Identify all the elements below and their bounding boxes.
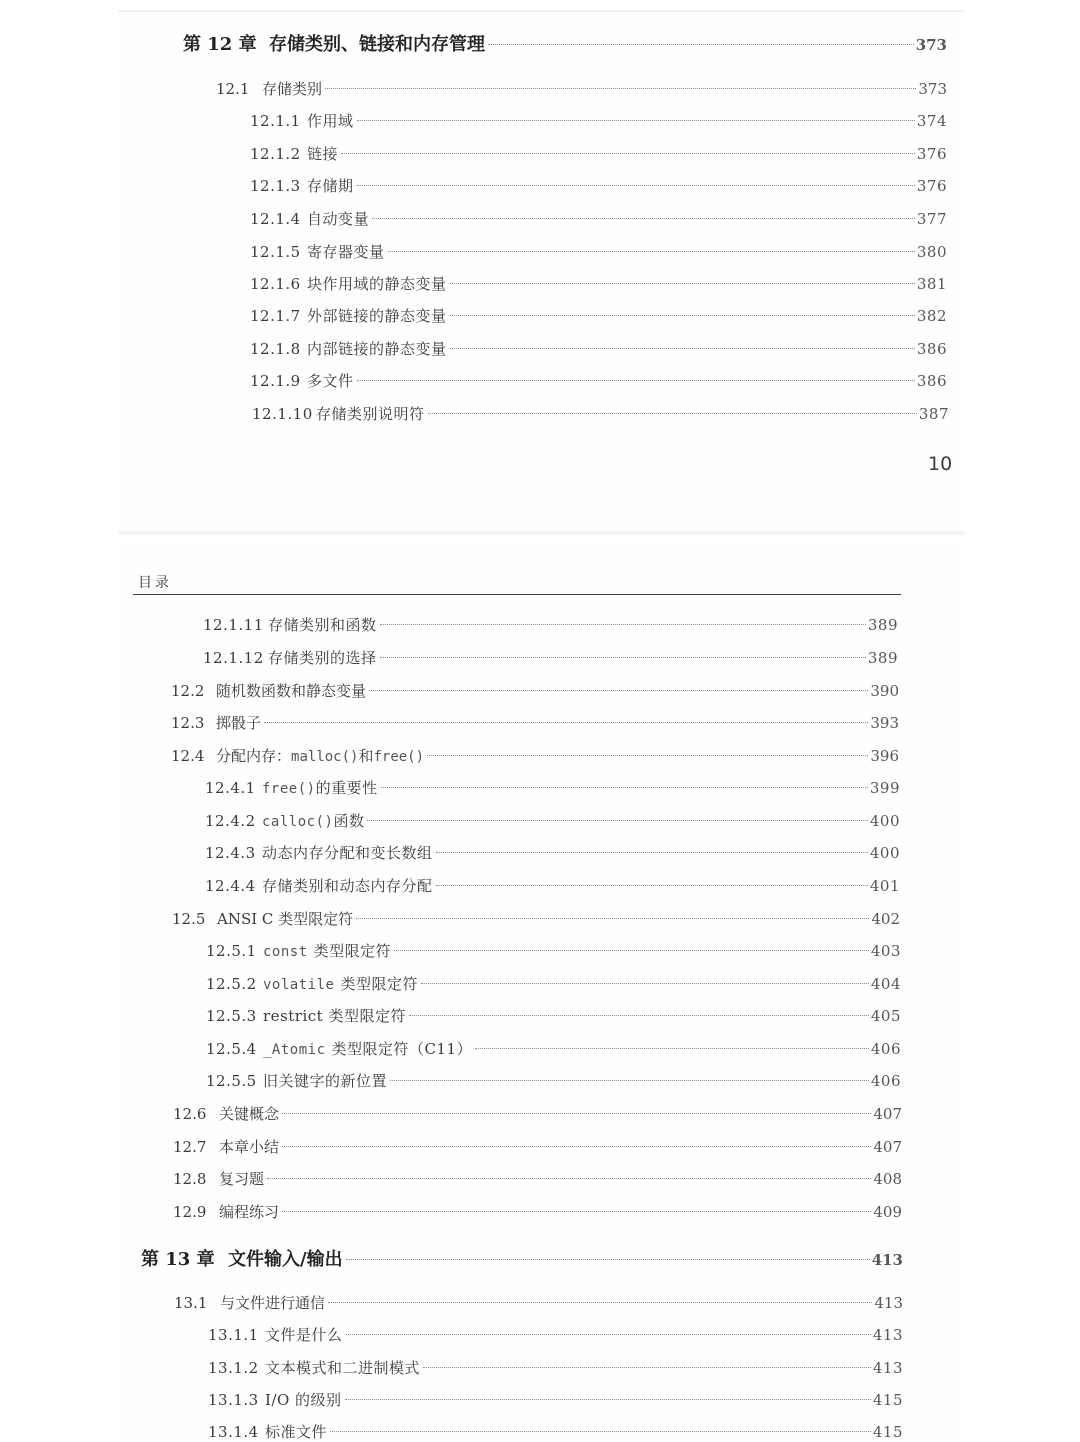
dot-leader [428,413,917,414]
toc-number: 12.4.3 [205,844,256,862]
toc-title: 旧关键字的新位置 [263,1072,388,1090]
dot-leader [475,1048,869,1049]
toc-page: 401 [869,877,900,895]
code-text: free() [262,781,316,797]
toc-number: 12.1.11 [203,616,264,634]
toc-entry-chapter-13[interactable] [141,1245,903,1271]
toc-number: 12.5.3 [206,1007,257,1025]
toc-entry[interactable] [205,810,900,831]
toc-entry[interactable] [250,241,947,262]
dot-leader [328,1302,872,1303]
toc-number: 12.1.3 [250,177,301,195]
toc-title: 内部链接的静态变量 [307,340,447,358]
toc-entry[interactable] [250,110,947,131]
toc-entry[interactable] [206,973,901,994]
toc-title: 存储期 [307,177,354,195]
dot-leader [380,657,866,658]
toc-page: 413 [871,1251,903,1269]
dot-leader [381,787,868,788]
toc-page: 408 [873,1170,902,1188]
toc-page: 413 [874,1294,903,1312]
toc-number: 12.4.1 [205,779,256,797]
toc-number: 12.8 [173,1170,207,1188]
dot-leader [356,918,869,919]
toc-number: 13.1.1 [208,1326,259,1344]
toc-page: 402 [871,910,900,928]
toc-number: 12.1.8 [250,340,301,358]
toc-entry[interactable] [250,338,947,359]
toc-title: 随机数函数和静态变量 [216,682,367,700]
toc-title: 函数 [333,812,365,830]
toc-number: 12.1.12 [203,649,264,667]
dot-leader [369,690,868,691]
toc-title: 块作用域的静态变量 [307,275,447,293]
toc-title: 分配内存： [216,747,292,765]
toc-title: 与文件进行通信 [220,1294,326,1312]
page-number: 10 [928,453,953,475]
toc-title: 类型限定符 [313,942,392,960]
toc-page: 406 [870,1040,901,1058]
toc-entry[interactable] [250,143,947,164]
toc-entry[interactable] [203,614,898,635]
toc-title: 标准文件 [265,1423,328,1441]
toc-title: 存储类别的选择 [268,649,377,667]
toc-entry[interactable] [206,1070,901,1091]
toc-page: 413 [872,1326,903,1344]
toc-page: 400 [869,812,900,830]
toc-number: 12.9 [173,1203,207,1221]
toc-entry[interactable] [250,175,947,196]
toc-number: 第 12 章 [183,34,257,55]
toc-number: 12.1.1 [250,112,301,130]
toc-title: 文件是什么 [265,1326,343,1344]
toc-entry[interactable] [173,1201,902,1222]
toc-title: 动态内存分配和变长数组 [262,844,433,862]
toc-title: restrict 类型限定符 [263,1007,406,1025]
toc-title: 类型限定符 [340,975,418,993]
toc-entry-chapter-12[interactable] [183,30,947,56]
dot-leader [367,820,867,821]
dot-leader [390,1080,869,1081]
toc-page: 400 [869,844,900,862]
dot-leader [436,852,868,853]
dot-leader [325,88,916,89]
toc-title-mid: 和 [358,747,374,765]
dot-leader [372,218,915,219]
toc-title: I/O 的级别 [265,1391,342,1409]
toc-page: 399 [869,779,900,797]
toc-page: 404 [870,975,901,993]
toc-title: 的重要性 [315,779,378,797]
toc-entry[interactable] [171,712,899,733]
toc-page: 407 [873,1138,902,1156]
toc-title: 寄存器变量 [307,243,385,261]
dot-leader [357,185,915,186]
toc-page: 393 [870,714,899,732]
toc-title: ANSI C 类型限定符 [217,910,354,928]
toc-page: 386 [916,340,947,358]
toc-page: 406 [870,1072,901,1090]
dot-leader [282,1113,871,1114]
dot-leader [282,1146,871,1147]
dot-leader [264,722,868,723]
toc-title: 存储类别、链接和内存管理 [269,34,485,55]
toc-number: 13.1.2 [208,1359,259,1377]
toc-page: 386 [916,372,947,390]
toc-number: 13.1.3 [208,1391,259,1409]
toc-title: 存储类别 [262,80,323,98]
toc-number: 12.6 [173,1105,207,1123]
dot-leader [488,44,914,45]
toc-title: 存储类别和函数 [268,616,377,634]
toc-title: 作用域 [307,112,354,130]
toc-number: 12.5.4 [206,1040,257,1058]
toc-entry[interactable] [252,403,949,424]
toc-entry[interactable] [250,208,947,229]
dot-leader [450,315,915,316]
toc-entry[interactable] [206,1005,901,1026]
toc-entry[interactable] [203,647,898,668]
code-text: malloc() [291,749,359,765]
dot-leader [357,380,915,381]
toc-page: 413 [872,1359,903,1377]
toc-page: 403 [870,942,901,960]
toc-entry[interactable] [171,745,899,766]
toc-title: 自动变量 [307,210,370,228]
toc-entry[interactable] [250,370,947,391]
dot-leader [450,283,915,284]
toc-page: 376 [916,177,947,195]
toc-title: 掷骰子 [216,714,262,732]
toc-number: 12.5.1 [206,942,257,960]
toc-entry[interactable] [205,842,900,863]
toc-entry[interactable] [171,680,899,701]
code-text: _Atomic [263,1042,326,1058]
toc-title: 关键概念 [219,1105,280,1123]
toc-number: 12.4 [171,747,205,765]
toc-number: 12.1.5 [250,243,301,261]
toc-entry[interactable] [250,305,947,326]
toc-page: 381 [916,275,947,293]
toc-title: 多文件 [307,372,354,390]
dot-leader [346,1259,870,1260]
toc-page: 373 [918,80,947,98]
dot-leader [421,983,869,984]
toc-title: 复习题 [219,1170,265,1188]
toc-number: 13.1.4 [208,1423,259,1441]
toc-page: 415 [872,1391,903,1409]
toc-page: 390 [870,682,899,700]
toc-number: 12.7 [173,1138,207,1156]
toc-title: 文件输入/输出 [228,1249,343,1270]
code-text: const [263,944,308,960]
dot-leader [345,1399,871,1400]
toc-title: 文本模式和二进制模式 [265,1359,421,1377]
dot-leader [423,1367,871,1368]
toc-page: 396 [870,747,899,765]
toc-entry[interactable] [173,1103,902,1124]
toc-entry[interactable] [206,1038,901,1059]
toc-entry[interactable] [208,1324,903,1345]
toc-page: 405 [870,1007,901,1025]
toc-page: 373 [915,36,947,54]
toc-title: 外部链接的静态变量 [307,307,447,325]
toc-entry[interactable] [173,1136,902,1157]
dot-leader [282,1211,871,1212]
toc-entry[interactable] [206,940,901,961]
toc-entry[interactable] [208,1389,903,1410]
dot-leader [394,950,869,951]
toc-number: 12.5 [172,910,206,928]
toc-page: 407 [873,1105,902,1123]
toc-title: 存储类别和动态内存分配 [262,877,433,895]
header-rule [133,594,901,595]
dot-leader [436,885,868,886]
dot-leader [450,348,915,349]
dot-leader [341,153,915,154]
toc-page: 374 [916,112,947,130]
toc-page: 387 [918,405,949,423]
running-header: 目录 [138,575,172,591]
toc-entry[interactable] [216,78,947,99]
toc-entry[interactable] [172,908,900,929]
code-text: volatile [263,977,335,993]
toc-page: 377 [916,210,947,228]
toc-number: 12.1 [216,80,250,98]
toc-number: 12.4.2 [205,812,256,830]
code-text: calloc() [262,814,334,830]
toc-entry[interactable] [205,875,900,896]
toc-page: 389 [867,649,898,667]
dot-leader [388,251,915,252]
toc-number: 12.5.2 [206,975,257,993]
toc-title: 本章小结 [219,1138,280,1156]
toc-number: 12.1.9 [250,372,301,390]
dot-leader [267,1178,871,1179]
toc-number: 12.5.5 [206,1072,257,1090]
dot-leader [346,1334,871,1335]
toc-entry[interactable] [208,1357,903,1378]
code-text: free() [373,749,425,765]
dot-leader [357,120,915,121]
toc-page: 415 [872,1423,903,1441]
dot-leader [409,1015,869,1016]
toc-number: 12.3 [171,714,205,732]
toc-page: 382 [916,307,947,325]
toc-page: 389 [867,616,898,634]
toc-title: 存储类别说明符 [316,405,425,423]
toc-page: 380 [916,243,947,261]
toc-number: 12.4.4 [205,877,256,895]
toc-number: 12.1.4 [250,210,301,228]
toc-entry[interactable] [174,1292,903,1313]
dot-leader [427,755,868,756]
toc-page: 376 [916,145,947,163]
toc-number: 12.1.7 [250,307,301,325]
toc-title: 类型限定符（C11） [331,1040,473,1058]
toc-number: 12.1.10 [252,405,313,423]
toc-number: 第 13 章 [141,1249,215,1270]
dot-leader [330,1431,871,1432]
toc-entry[interactable] [250,273,947,294]
toc-title: 编程练习 [219,1203,280,1221]
toc-number: 12.1.6 [250,275,301,293]
toc-entry[interactable] [205,777,900,798]
toc-number: 12.2 [171,682,205,700]
toc-number: 12.1.2 [250,145,301,163]
toc-number: 13.1 [174,1294,208,1312]
toc-page: 409 [873,1203,902,1221]
dot-leader [380,624,866,625]
toc-title: 链接 [307,145,339,163]
toc-entry[interactable] [173,1168,902,1189]
